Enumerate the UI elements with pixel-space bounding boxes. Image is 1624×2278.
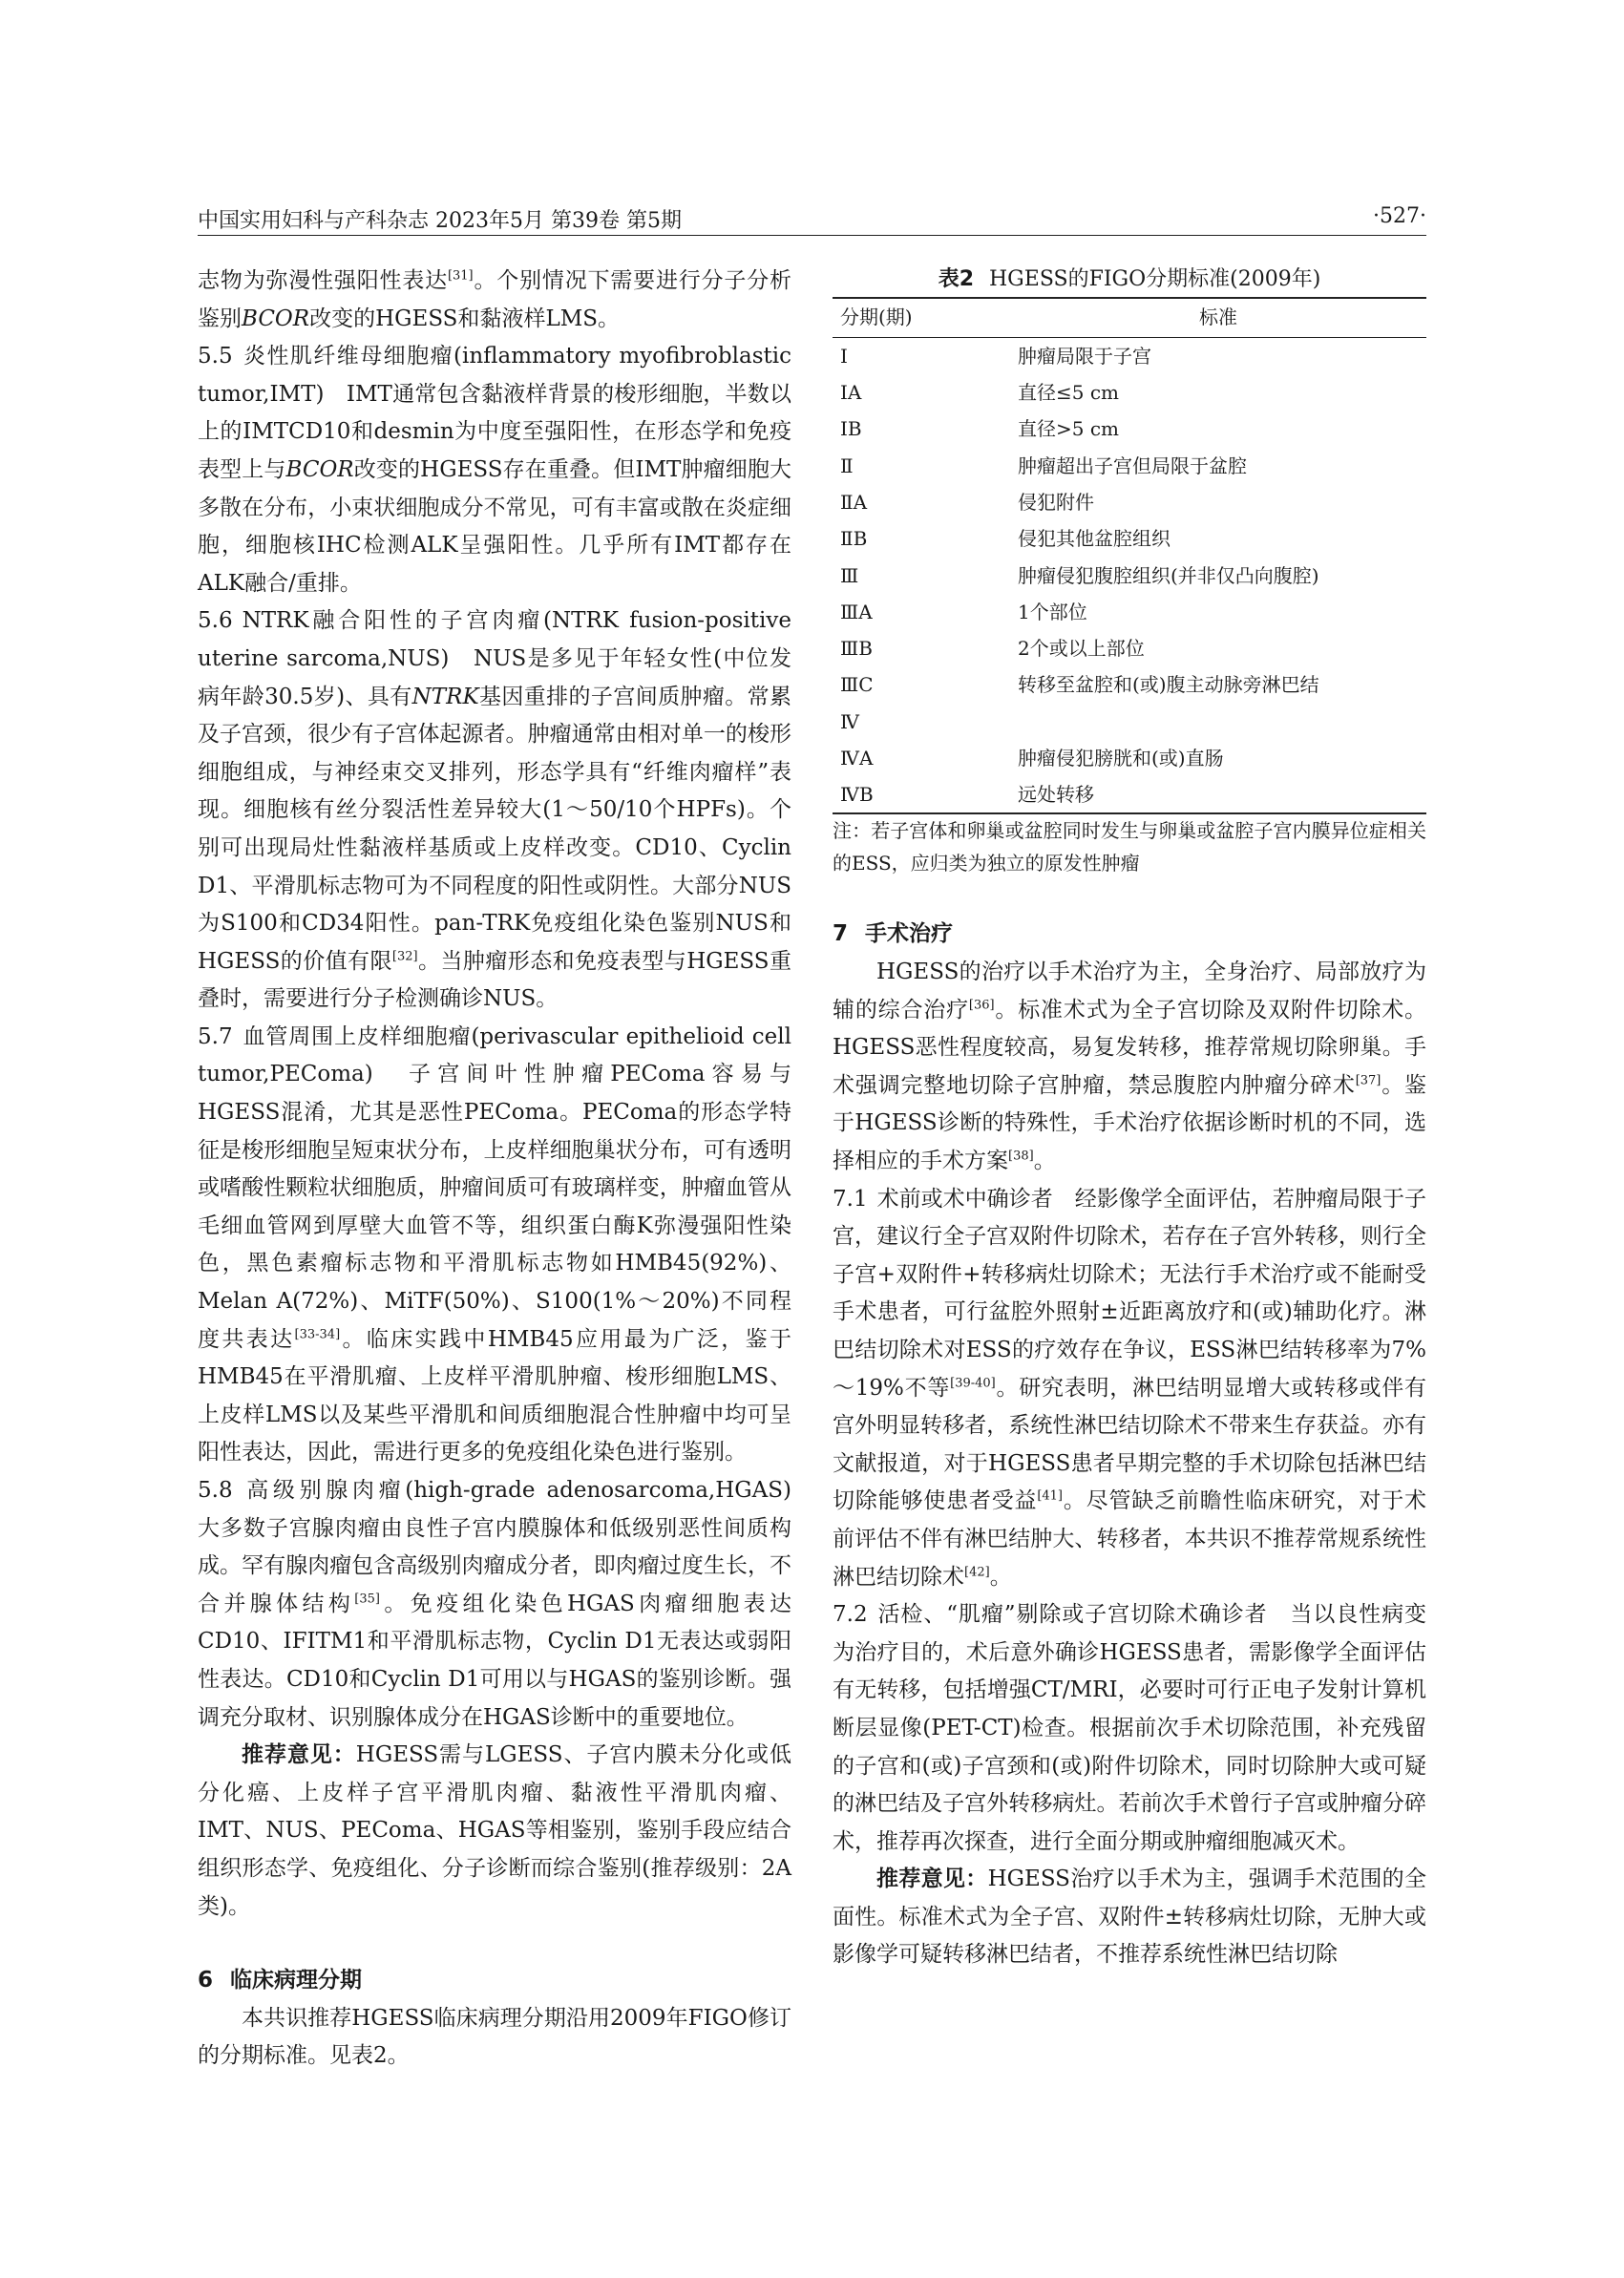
stage-cell: ⅢA [840, 600, 873, 623]
subsection-5-5: 5.5 炎性肌纤维母细胞瘤(inflammatory myofibroblastic tumor,IMT) IMT通常包含黏液样背景的梭形细胞，半数以上的IMTCD10和desmin为中度至强阳性，在形态学和免疫表型上与BCOR改变的HGESS存在重叠。但IMT肿瘤细胞大多散在分布，小束状细胞成分不常见，可有丰富或散在炎症细胞，细胞核IHC检测ALK呈强阳性。几乎所有IMT都存在ALK融合/重排。 [198, 344, 791, 596]
right-column [833, 263, 1426, 1974]
citation: [41] [1037, 1488, 1063, 1504]
stage-cell: ⅠB [840, 417, 862, 441]
col-header-criteria: 标准 [1010, 298, 1426, 337]
subsection-number: 5.8 [198, 1478, 233, 1503]
table-caption: 表2 HGESS的FIGO分期标准(2009年) [938, 267, 1321, 291]
section-heading-6: 6 临床病理分期 [198, 1968, 363, 1993]
table-row [833, 740, 1426, 776]
table-row [833, 484, 1426, 520]
subsection-number: 5.6 [198, 608, 233, 634]
recommendation: 推荐意见：HGESS治疗以手术为主，强调手术范围的全面性。标准术式为全子宫、双附件±转移病灶切除，无肿大或影像学可疑转移淋巴结者，不推荐系统性淋巴结切除 [833, 1867, 1426, 1968]
table-row [833, 447, 1426, 483]
subsection-5-7: 5.7 血管周围上皮样细胞瘤(perivascular epithelioid cell tumor,PEComa) 子宫间叶性肿瘤PEComa容易与HGESS混淆，尤其是恶性PEComa。PEComa的形态学特征是梭形细胞呈短束状分布，上皮样细胞巢状分布，可有透明或嗜酸性颗粒状细胞质，肿瘤间质可有玻璃样变，肿瘤血管从毛细血管网到厚壁大血管不等，组织蛋白酶K弥漫强阳性染色，黑色素瘤标志物和平滑肌标志物如HMB45(92%)、Melan A(72%)、MiTF(50%)、S100(1%～20%)不同程度共表达[33-34]。临床实践中HMB45应用最为广泛，鉴于HMB45在平滑肌瘤、上皮样平滑肌肿瘤、梭形细胞LMS、上皮样LMS以及某些平滑肌和间质细胞混合性肿瘤中均可呈阳性表达，因此，需进行更多的免疫组化染色进行鉴别。 [198, 1023, 792, 1466]
citation: [31] [447, 268, 474, 284]
stage-cell: Ⅲ [840, 563, 859, 587]
stage-cell: ⅡA [840, 490, 868, 514]
table-row [833, 594, 1426, 630]
criteria-cell: 直径≤5 cm [1018, 381, 1120, 405]
citation: [42] [964, 1564, 990, 1579]
stage-cell: ⅣA [840, 747, 874, 770]
criteria-cell: 侵犯其他盆腔组织 [1018, 527, 1171, 551]
criteria-cell: 侵犯附件 [1018, 490, 1094, 514]
criteria-cell: 2个或以上部位 [1018, 637, 1145, 661]
criteria-cell: 直径>5 cm [1018, 417, 1120, 441]
gene-name: BCOR [285, 456, 354, 482]
gene-name: NTRK [411, 684, 479, 709]
gene-name: BCOR [242, 306, 310, 331]
table-row [833, 520, 1426, 557]
running-header [198, 204, 1426, 239]
citation: [37] [1355, 1073, 1381, 1088]
criteria-cell: 肿瘤超出子宫但局限于盆腔 [1018, 453, 1247, 477]
table-row [833, 776, 1426, 813]
paragraph-staging: 本共识推荐HGESS临床病理分期沿用2009年FIGO修订的分期标准。见表2。 [198, 2005, 791, 2069]
table-note: 注：若子宫体和卵巢或盆腔同时发生与卵巢或盆腔子宫内膜异位症相关的ESS，应归类为独立的原发性肿瘤 [833, 819, 1426, 875]
section-heading-7: 7 手术治疗 [833, 921, 954, 947]
criteria-cell: 肿瘤局限于子宫 [1018, 344, 1151, 368]
criteria-cell: 肿瘤侵犯腹腔组织(并非仅凸向腹腔) [1018, 563, 1319, 587]
subsection-5-6: 5.6 NTRK融合阳性的子宫肉瘤(NTRK fusion-positive uterine sarcoma,NUS) NUS是多见于年轻女性(中位发病年龄30.5岁)、具有NTRK基因重排的子宫间质肿瘤。常累及子宫颈，很少有子宫体起源者。肿瘤通常由相对单一的梭形细胞组成，与神经束交叉排列，形态学具有“纤维肉瘤样”表现。细胞核有丝分裂活性差异较大(1～50/10个HPFs)。个别可出现局灶性黏液样基质或上皮样改变。CD10、Cyclin D1、平滑肌标志物可为不同程度的阳性或阴性。大部分NUS为S100和CD34阳性。pan-TRK免疫组化染色鉴别NUS和HGESS的价值有限[32]。当肿瘤形态和免疫表型与HGESS重叠时，需要进行分子检测确诊NUS。 [198, 608, 792, 1012]
page-number: ·527· [1373, 204, 1426, 228]
stage-cell: Ⅱ [840, 453, 854, 477]
figo-staging-table [833, 297, 1426, 814]
subsection-number: 7.2 [833, 1602, 868, 1628]
recommendation: 推荐意见：HGESS需与LGESS、子宫内膜未分化或低分化癌、上皮样子宫平滑肌肉瘤、黏液性平滑肌肉瘤、IMT、NUS、PEComa、HGAS等相鉴别，鉴别手段应结合组织形态学、免疫组化、分子诊断而综合鉴别(推荐级别：2A类)。 [198, 1742, 792, 1919]
subsection-7-1: 7.1 术前或术中确诊者 经影像学全面评估，若肿瘤局限于子宫，建议行全子宫双附件切除术，若存在子宫外转移，则行全子宫+双附件+转移病灶切除术；无法行手术治疗或不能耐受手术患者，可行盆腔外照射±近距离放疗和(或)辅助化疗。淋巴结切除术对ESS的疗效存在争议，ESS淋巴结转移率为7%～19%不等[39-40]。研究表明，淋巴结明显增大或转移或伴有宫外明显转移者，系统性淋巴结切除术不带来生存获益。亦有文献报道，对于HGESS患者早期完整的手术切除包括淋巴结切除能够使患者受益[41]。尽管缺乏前瞻性临床研究，对于术前评估不伴有淋巴结肿大、转移者，本共识不推荐常规系统性淋巴结切除术[42]。 [833, 1186, 1426, 1590]
subsection-number: 5.5 [198, 344, 233, 369]
paragraph-continued: 志物为弥漫性强阳性表达[31]。个别情况下需要进行分子分析鉴别BCOR改变的HGESS和黏液样LMS。 [198, 268, 791, 331]
paragraph-surgery: HGESS的治疗以手术治疗为主，全身治疗、局部放疗为辅的综合治疗[36]。标准术式为全子宫切除及双附件切除术。HGESS恶性程度较高，易复发转移，推荐常规切除卵巢。手术强调完整地切除子宫肿瘤，禁忌腹腔内肿瘤分碎术[37]。鉴于HGESS诊断的特殊性，手术治疗依据诊断时机的不同，选择相应的手术方案[38]。 [833, 960, 1426, 1174]
table-row [833, 337, 1426, 374]
col-header-stage: 分期(期) [833, 298, 1010, 337]
citation: [33-34] [294, 1326, 341, 1341]
left-column [198, 263, 813, 2076]
citation: [32] [391, 949, 418, 964]
recommendation-label: 推荐意见： [242, 1742, 356, 1768]
table-row [833, 630, 1426, 666]
journal-info: 中国实用妇科与产科杂志 2023年5月 第39卷 第5期 [198, 209, 682, 233]
citation: [35] [354, 1592, 380, 1607]
stage-cell: ⅣB [833, 776, 1010, 813]
criteria-cell [1010, 704, 1426, 740]
stage-cell: ⅠA [840, 381, 862, 405]
subsection-7-2: 7.2 活检、“肌瘤”剔除或子宫切除术确诊者 当以良性病变为治疗目的，术后意外确诊HGESS患者，需影像学全面评估有无转移，包括增强CT/MRI，必要时可行正电子发射计算机断层显像(PET-CT)检查。根据前次手术切除范围，补充残留的子宫和(或)子宫颈和(或)附件切除术，同时切除肿大或可疑的淋巴结及子宫外转移病灶。若前次手术曾行子宫或肿瘤分碎术，推荐再次探查，进行全面分期或肿瘤细胞减灭术。 [833, 1602, 1426, 1854]
citation: [36] [968, 997, 995, 1012]
recommendation-label: 推荐意见： [876, 1867, 988, 1892]
table-header-row [833, 298, 1426, 337]
criteria-cell: 远处转移 [1010, 776, 1426, 813]
table-row [833, 557, 1426, 593]
stage-cell: ⅡB [840, 527, 868, 551]
table-row [833, 374, 1426, 411]
stage-cell: Ⅳ [840, 709, 859, 733]
stage-cell: Ⅰ [840, 344, 848, 368]
criteria-cell: 转移至盆腔和(或)腹主动脉旁淋巴结 [1018, 673, 1319, 697]
table-row [833, 704, 1426, 740]
criteria-cell: 1个部位 [1018, 600, 1087, 623]
subsection-5-8: 5.8 高级别腺肉瘤(high-grade adenosarcoma,HGAS) 大多数子宫腺肉瘤由良性子宫内膜腺体和低级别恶性间质构成。罕有腺肉瘤包含高级别肉瘤成分者，即肉瘤过度生长，不合并腺体结构[35]。免疫组化染色HGAS肉瘤细胞表达CD10、IFITM1和平滑肌标志物，Cyclin D1无表达或弱阳性表达。CD10和Cyclin D1可用以与HGAS的鉴别诊断。强调充分取材、识别腺体成分在HGAS诊断中的重要地位。 [198, 1478, 813, 1730]
stage-cell: ⅢC [840, 673, 874, 697]
criteria-cell: 肿瘤侵犯膀胱和(或)直肠 [1018, 747, 1224, 770]
subsection-number: 7.1 [833, 1186, 868, 1212]
header-rule [198, 235, 1426, 236]
subsection-number: 5.7 [198, 1023, 233, 1049]
table-row [833, 666, 1426, 703]
citation: [39-40] [950, 1375, 996, 1390]
table-row [833, 411, 1426, 447]
stage-cell: ⅢB [840, 637, 873, 661]
citation: [38] [1008, 1149, 1034, 1164]
